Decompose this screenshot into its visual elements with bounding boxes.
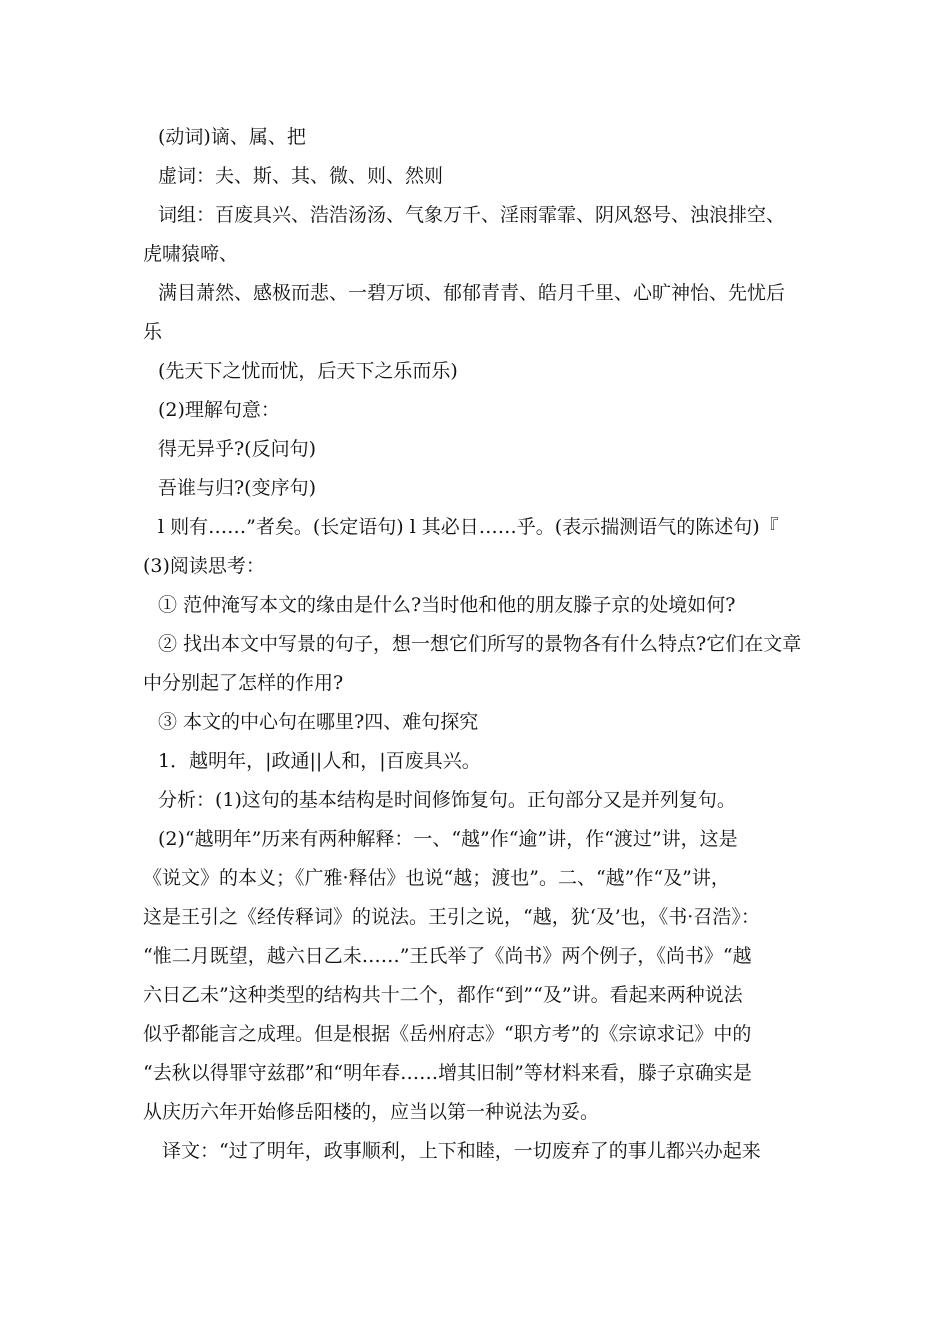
text-line: (动词)谪、属、把 [158, 126, 306, 148]
text-line: ② 找出本文中写景的句子，想一想它们所写的景物各有什么特点?它们在文章 [158, 633, 802, 655]
text-line: 六日乙未”这种类型的结构共十二个，都作“到”“及”讲。看起来两种说法 [143, 984, 743, 1006]
text-line: (3)阅读思考： [143, 555, 265, 577]
text-line: 乐 [143, 321, 163, 343]
text-line: 这是王引之《经传释词》的说法。王引之说，“越，犹‘及’也，《书·召浩》： [143, 906, 760, 928]
text-line: 得无异乎?(反问句) [158, 438, 317, 460]
text-line: 译文：“过了明年，政事顺利，上下和睦，一切废弃了的事儿都兴办起来 [162, 1140, 761, 1162]
text-line: “去秋以得罪守兹郡”和“明年春……增其旧制”等材料来看，滕子京确实是 [143, 1062, 752, 1084]
text-line: 满目萧然、感极而悲、一碧万顷、郁郁青青、皓月千里、心旷神怡、先忧后 [158, 282, 786, 304]
text-line: 词组：百废具兴、浩浩汤汤、气象万千、淫雨霏霏、阴风怒号、浊浪排空、 [158, 204, 786, 226]
text-line: 中分别起了怎样的作用? [143, 672, 344, 694]
text-line: ① 范仲淹写本文的缘由是什么?当时他和他的朋友滕子京的处境如何? [158, 594, 736, 616]
text-line: 吾谁与归?(变序句) [158, 477, 317, 499]
text-line: “惟二月既望，越六日乙未……”王氏举了《尚书》两个例子，《尚书》“越 [143, 945, 752, 967]
document-body [143, 118, 811, 1171]
text-line: (先天下之忧而忧，后天下之乐而乐) [158, 360, 458, 382]
text-line: 虚词：夫、斯、其、微、则、然则 [158, 165, 444, 187]
text-line: 似乎都能言之成理。但是根据《岳州府志》“职方考”的《宗谅求记》中的 [143, 1023, 752, 1045]
text-line: 1．越明年，|政通||人和，|百废具兴。 [158, 750, 481, 772]
text-line: (2)“越明年”历来有两种解释：一、“越”作“逾”讲，作“渡过”讲，这是 [158, 828, 738, 850]
text-line: 分析：(1)这句的基本结构是时间修饰复句。正句部分又是并列复句。 [158, 789, 736, 811]
text-line: 虎啸猿啼、 [143, 243, 239, 265]
text-line: 《说文》的本义；《广雅·释估》也说“越；渡也”。二、“越”作“及”讲， [143, 867, 730, 889]
text-line: l 则有……”者矣。(长定语句) l 其必日……乎。(表示揣测语气的陈述句)『 [158, 516, 779, 538]
text-line: 从庆历六年开始修岳阳楼的，应当以第一种说法为妥。 [143, 1101, 600, 1123]
text-line: ③ 本文的中心句在哪里?四、难句探究 [158, 711, 479, 733]
text-line: (2)理解句意： [158, 399, 280, 421]
